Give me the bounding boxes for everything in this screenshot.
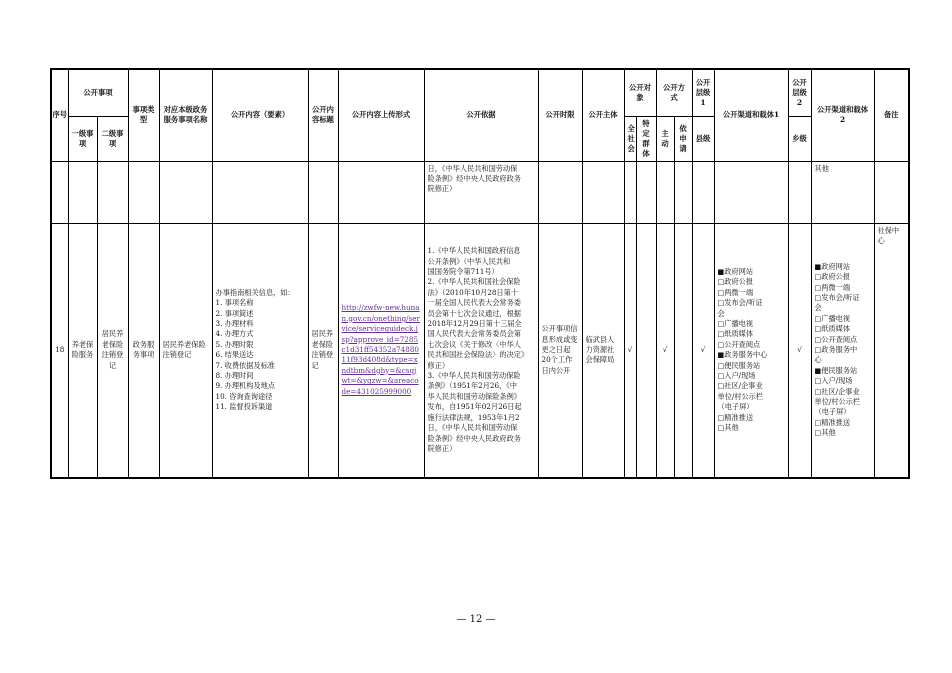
col-target-all-header: 全社会 (624, 116, 636, 161)
table-row-continued (51, 161, 909, 223)
channel1-cell: ■政府网站 □政府公报 □两微一端 □发布会/听证 会 □广播电视 □纸质媒体 □公开查阅点 ■政务服务中心 □便民服务站 □入户/现场 □社区/企事业 单位/村公示栏 （电子屏） □精准推送 □其他 (714, 223, 788, 478)
target-all-check: √ (624, 223, 636, 478)
col-basis-header: 公开依据 (424, 69, 538, 161)
col-method-header: 公开方式 (656, 69, 692, 116)
col-subject-header: 公开主体 (582, 69, 624, 161)
table-row (51, 223, 909, 478)
col-content-title-header: 公开内容标题 (308, 69, 338, 161)
col-gov-service-header: 对应本级政务服务事项名称 (159, 69, 212, 161)
col-remark-header: 备注 (874, 69, 909, 161)
basis-cell: 1.《中华人民共和国政府信息 公开条例》（中华人民共和 国国务院令第711号） 2.《中华人民共和国社会保险 法》（2010年10月28日第十 一届全国人民代表大会常务委 员会第十七次会议通过，根据 2018年12月29日第十三届全 国人民代表大会常务委员会第 七次会议《关于修改〈中华人 民共和国社会保险法〉的决定》 修正） 3.《中华人民共和国劳动保险 条例》（1951年2月26，《中 华人民共和国劳动保险条例》 发布，自1951年02月26日起 施行法律法规，1953年1月2 日，《中华人民共和国劳动保 险条例》经中央人民政府政务 院修正） (424, 223, 538, 478)
col-method-apply-header: 依申请 (674, 116, 692, 161)
level1-cell: 养老保险服务 (68, 223, 97, 478)
disclosure-table (50, 68, 910, 479)
col-method-active-header: 主动 (656, 116, 674, 161)
col-layer2-sub-header: 乡级 (788, 116, 811, 161)
col-content-header: 公开内容（要素） (212, 69, 308, 161)
col-level1-header: 一级事项 (68, 116, 97, 161)
subject-cell: 临武县人力资源社会保障局 (582, 223, 624, 478)
layer2-check: √ (788, 223, 811, 478)
time-limit-cell: 公开事项信息形成或变更之日起20个工作日内公开 (538, 223, 582, 478)
target-specific-cell (636, 223, 656, 478)
seq-cell: 18 (51, 223, 68, 478)
layer1-check: √ (692, 223, 714, 478)
content-title-cell: 居民养老保险注销登记 (308, 223, 338, 478)
col-layer1-header: 公开层级1 (692, 69, 714, 116)
col-channel2-header: 公开渠道和载体2 (811, 69, 874, 161)
channel2-continued-cell: 其他 (811, 161, 874, 223)
upload-link[interactable]: http://zwfw-new.hunan.gov.cn/onething/service/serviceguideck.jsp?approve_id=7285c1d31ff54352a7488011f93d408d&type=xndtbm&dghy=&csqjwt=&ygzw=&areacode=431025999000 (341, 303, 420, 396)
content-cell: 办事指南相关信息，如： 1. 事项名称 2. 事项简述 3. 办理材料 4. 办理方式 5. 办理时限 6. 结果送达 7. 收费依据及标准 8. 办理时间 9. 办理机构及地点 10. 咨询查询途径 11. 监督投诉渠道 (212, 223, 308, 478)
remark-cell: 社保中心 (874, 223, 909, 478)
col-type-header: 事项类型 (128, 69, 159, 161)
col-upload-form-header: 公开内容上传形式 (338, 69, 424, 161)
method-active-check: √ (656, 223, 674, 478)
page-number: — 12 — (456, 614, 496, 625)
col-time-limit-header: 公开时限 (538, 69, 582, 161)
level2-cell: 居民养老保险注销登记 (97, 223, 128, 478)
col-seq-header: 序号 (51, 69, 68, 161)
col-target-header: 公开对象 (624, 69, 656, 116)
col-channel1-header: 公开渠道和载体1 (714, 69, 788, 161)
upload-form-cell (338, 223, 424, 478)
col-layer2-header: 公开层级2 (788, 69, 811, 116)
gov-service-cell: 居民养老保险注销登记 (159, 223, 212, 478)
col-target-specific-header: 特定群体 (636, 116, 656, 161)
channel2-cell: ■政府网站 □政府公报 □两微一端 □发布会/听证 会 □广播电视 □纸质媒体 □公开查阅点 □政务服务中 心 ■便民服务站 □入户/现场 □社区/企事业 单位/村公示栏 （电子屏） □精准推送 □其他 (811, 223, 874, 478)
type-cell: 政务服务事项 (128, 223, 159, 478)
col-level2-header: 二级事项 (97, 116, 128, 161)
header-row-1 (51, 69, 909, 116)
col-matter-header: 公开事项 (68, 69, 128, 116)
basis-continued-cell: 日，《中华人民共和国劳动保 险条例》经中央人民政府政务 院修正） (424, 161, 538, 223)
method-apply-cell (674, 223, 692, 478)
col-layer1-sub-header: 县级 (692, 116, 714, 161)
